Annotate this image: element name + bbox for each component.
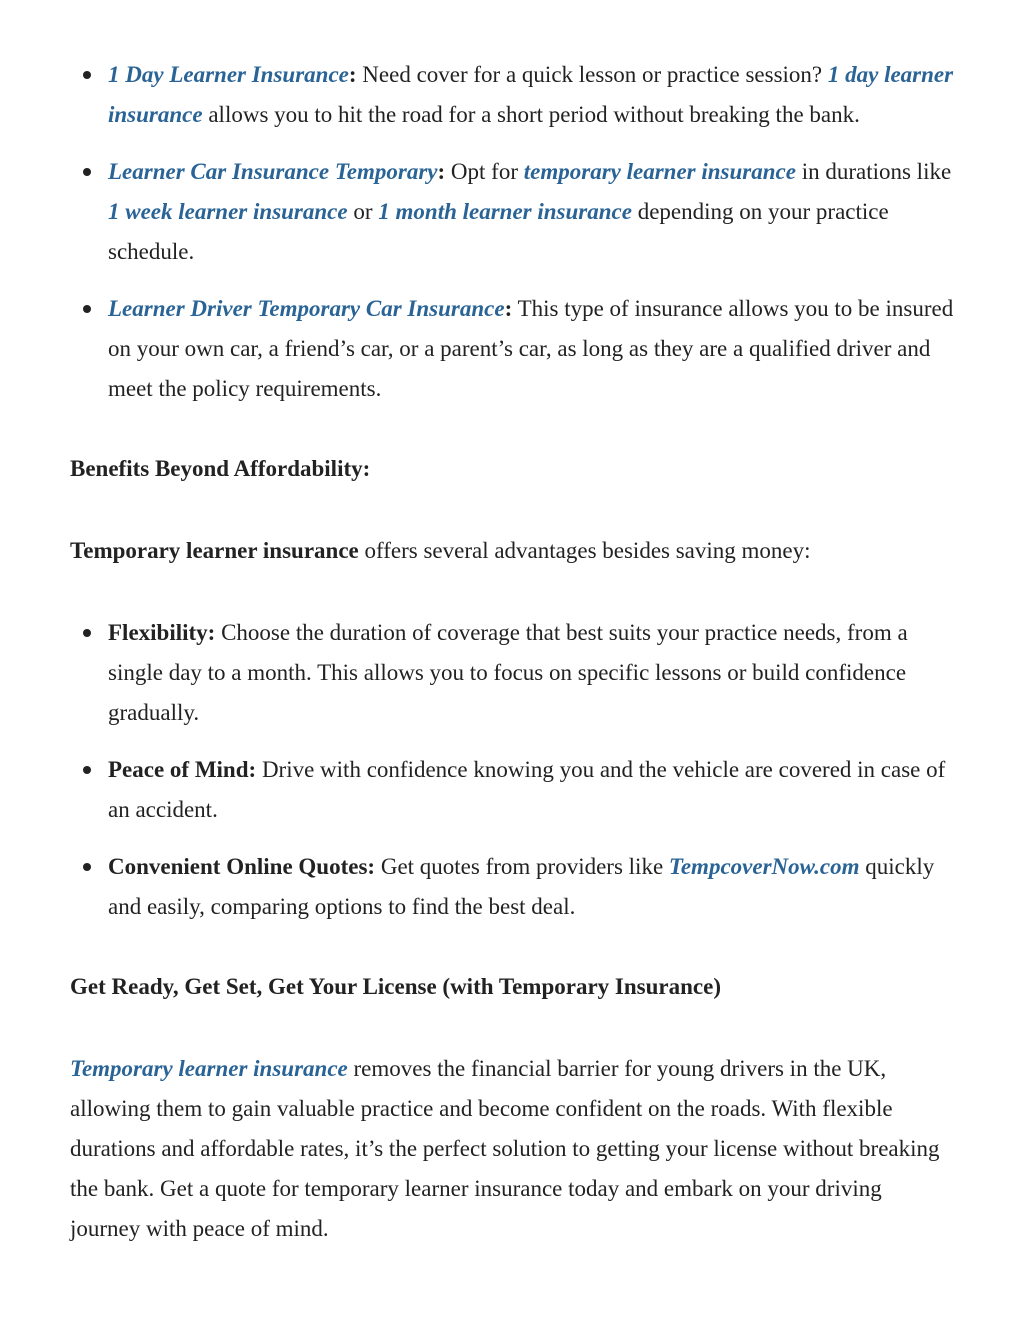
- colon: :: [504, 296, 513, 321]
- closing-paragraph: [70, 1049, 954, 1249]
- bullet-icon: [83, 305, 91, 313]
- closing-text: removes the financial barrier for young drivers in the UK, allowing them to gain valuable practice and become confident on the roads. With flexible durations and affordable rates, it’s the perfect solution to getting your license without breaking the bank. Get a quote for temporary learner insurance today and embark on your driving journey with peace of mind.: [70, 1056, 940, 1241]
- list-item: [108, 847, 954, 927]
- benefits-list: [70, 613, 954, 927]
- benefit-label: Flexibility:: [108, 620, 216, 645]
- list-item: [108, 55, 954, 135]
- intro-text: offers several advantages besides saving money:: [358, 538, 811, 563]
- list-item: [108, 289, 954, 409]
- item-text: Opt for: [445, 159, 524, 184]
- link-tempcovernow[interactable]: TempcoverNow.com: [668, 854, 860, 879]
- bullet-icon: [83, 863, 91, 871]
- item-text: allows you to hit the road for a short period without breaking the bank.: [202, 102, 860, 127]
- colon: :: [348, 62, 357, 87]
- link-1-day-learner-insurance[interactable]: 1 day learner insurance: [108, 62, 954, 127]
- item-text: in durations like: [795, 159, 952, 184]
- bullet-icon: [83, 71, 91, 79]
- benefit-label: Convenient Online Quotes:: [108, 854, 376, 879]
- benefits-heading: Benefits Beyond Affordability:: [70, 456, 371, 481]
- benefit-text: Drive with confidence knowing you and the vehicle are covered in case of an accident.: [108, 757, 946, 822]
- benefit-text: Choose the duration of coverage that best suits your practice needs, from a single day to a month. This allows you to focus on specific lessons or build confidence gradually.: [108, 620, 908, 725]
- item-text: depending on your practice schedule.: [108, 199, 889, 264]
- link-temporary-learner-insurance-closing[interactable]: Temporary learner insurance: [70, 1056, 348, 1081]
- intro-bold: Temporary learner insurance: [70, 538, 359, 563]
- item-text: Need cover for a quick lesson or practice session?: [356, 62, 828, 87]
- link-1-week-learner-insurance[interactable]: 1 week learner insurance: [108, 199, 348, 224]
- link-learner-driver-temporary-car-insurance[interactable]: Learner Driver Temporary Car Insurance: [108, 296, 505, 321]
- link-temporary-learner-insurance[interactable]: temporary learner insurance: [523, 159, 796, 184]
- benefit-label: Peace of Mind:: [108, 757, 257, 782]
- link-1-day-learner-insurance-title[interactable]: 1 Day Learner Insurance: [108, 62, 349, 87]
- benefits-intro: [70, 531, 954, 571]
- benefit-text: quickly and easily, comparing options to find the best deal.: [108, 854, 935, 919]
- list-item: [108, 613, 954, 733]
- list-item: [108, 750, 954, 830]
- insurance-types-list: [70, 55, 954, 409]
- colon: :: [437, 159, 446, 184]
- bullet-icon: [83, 629, 91, 637]
- item-text: or: [347, 199, 379, 224]
- item-text: This type of insurance allows you to be insured on your own car, a friend’s car, or a parent’s car, as long as they are a qualified driver and meet the policy requirements.: [108, 296, 954, 401]
- list-item: [108, 152, 954, 272]
- bullet-icon: [83, 766, 91, 774]
- link-learner-car-insurance-temporary[interactable]: Learner Car Insurance Temporary: [108, 159, 438, 184]
- bullet-icon: [83, 168, 91, 176]
- closing-heading: Get Ready, Get Set, Get Your License (with Temporary Insurance): [70, 974, 721, 999]
- benefit-text: Get quotes from providers like: [375, 854, 669, 879]
- link-1-month-learner-insurance[interactable]: 1 month learner insurance: [378, 199, 632, 224]
